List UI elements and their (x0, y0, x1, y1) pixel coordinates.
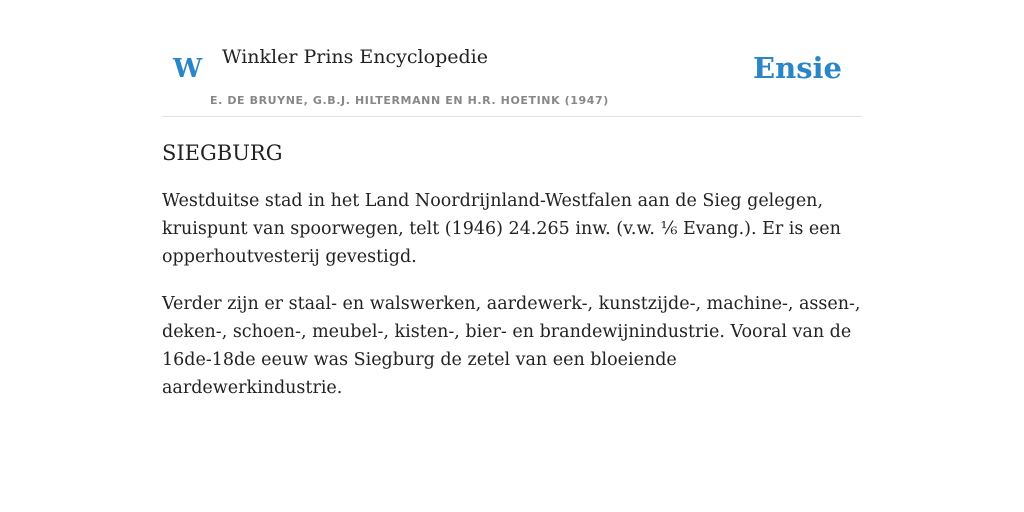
article-paragraph: Westduitse stad in het Land Noordrijnland-Westfalen aan de Sieg gelegen, kruispunt van spoorwegen, telt (1946) 24.265 inw. (v.w. ⅙ Evang.). Er is een opperhoutvesterij gevestigd. (162, 191, 841, 267)
article (162, 141, 862, 421)
article-paragraph: Verder zijn er staal- en walswerken, aardewerk-, kunstzijde-, machine-, assen-, deken-, schoen-, meubel-, kisten-, bier- en brandewijnindustrie. Vooral van de 16de-18de eeuw was Siegburg de zetel van een bloeiende aardewerkindustrie. (162, 294, 861, 398)
page-header (162, 40, 862, 117)
book-title[interactable]: Winkler Prins Encyclopedie (222, 46, 488, 68)
article-title: SIEGBURG (162, 141, 283, 165)
book-authors: E. DE BRUYNE, G.B.J. HILTERMANN EN H.R. HOETINK (1947) (210, 94, 609, 107)
site-logo[interactable]: Ensie (753, 51, 842, 85)
book-logo[interactable]: W (173, 54, 203, 84)
